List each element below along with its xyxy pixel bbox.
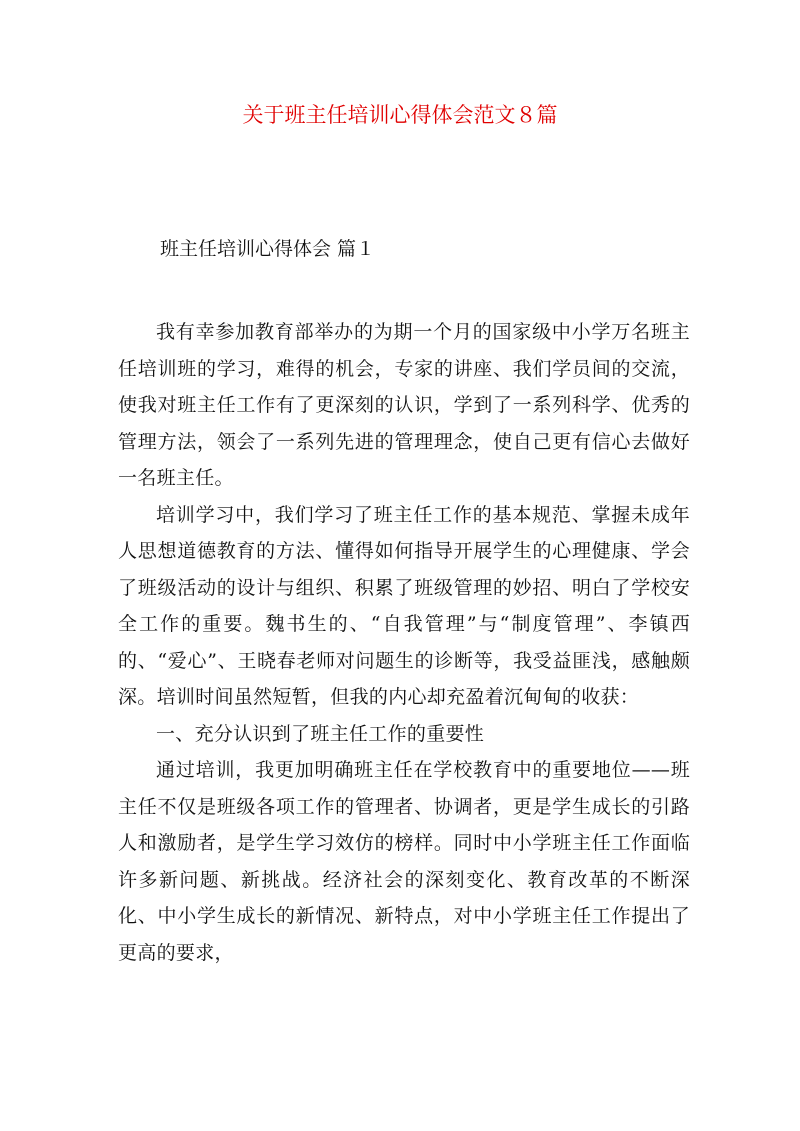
document-body bbox=[118, 314, 690, 971]
subheading-importance: 一、充分认识到了班主任工作的重要性 bbox=[156, 722, 485, 745]
document-title: 关于班主任培训心得体会范文８篇 bbox=[242, 103, 558, 127]
paragraph-training: 培训学习中，我们学习了班主任工作的基本规范、掌握未成年人思想道德教育的方法、懂得如何指导开展学生的心理健康、学会了班级活动的设计与组织、积累了班级管理的妙招、明白了学校安全工作的重要。魏书生的、“自我管理”与“制度管理”、李镇西的、“爱心”、王晓春老师对问题生的诊断等，我受益匪浅，感触颇深。培训时间虽然短暂，但我的内心却充盈着沉甸甸的收获： bbox=[118, 503, 690, 708]
section-heading: 班主任培训心得体会 篇１ bbox=[160, 238, 376, 260]
paragraph-role: 通过培训，我更加明确班主任在学校教育中的重要地位——班主任不仅是班级各项工作的管理者、协调者，更是学生成长的引路人和激励者，是学生学习效仿的榜样。同时中小学班主任工作面临许多新问题、新挑战。经济社会的深刻变化、教育改革的不断深化、中小学生成长的新情况、新特点，对中小学班主任工作提出了更高的要求， bbox=[118, 759, 690, 964]
paragraph-intro: 我有幸参加教育部举办的为期一个月的国家级中小学万名班主任培训班的学习，难得的机会，专家的讲座、我们学员间的交流，使我对班主任工作有了更深刻的认识，学到了一系列科学、优秀的管理方法，领会了一系列先进的管理理念，使自己更有信心去做好一名班主任。 bbox=[118, 321, 690, 489]
